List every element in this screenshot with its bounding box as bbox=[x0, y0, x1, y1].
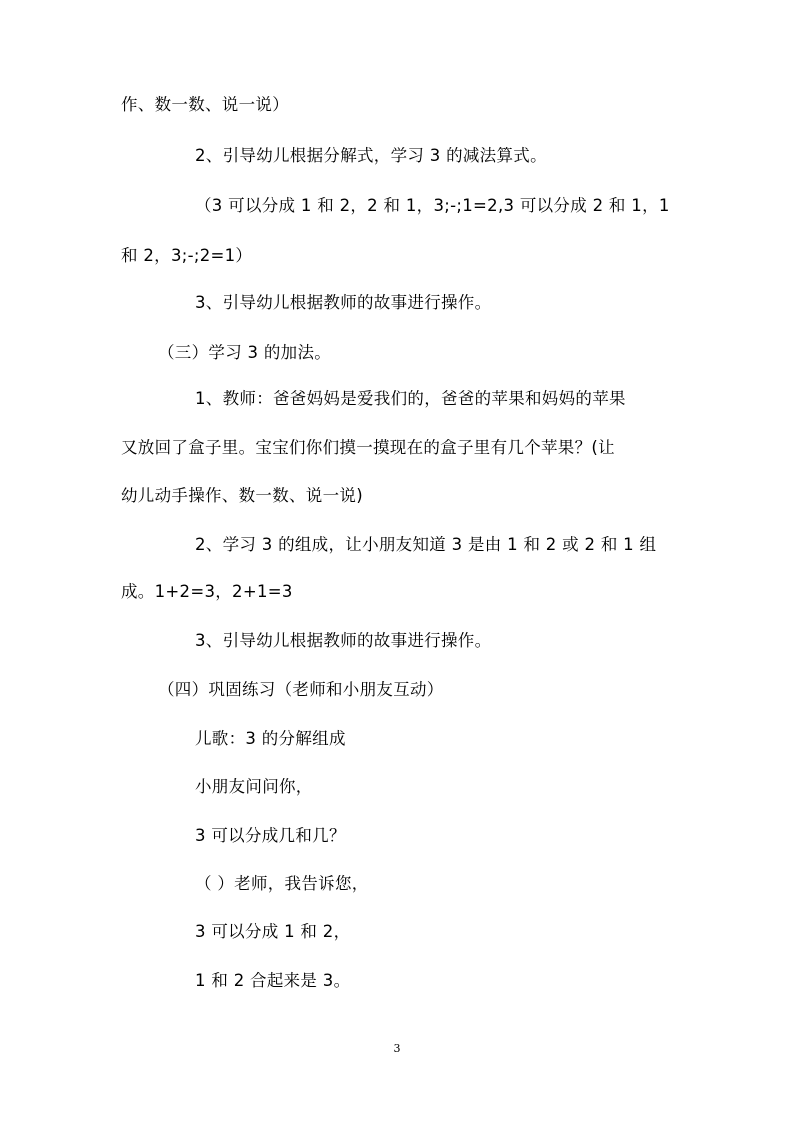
section-heading: （三）学习 3 的加法。 bbox=[158, 343, 332, 362]
page-number: 3 bbox=[393, 1042, 401, 1055]
poem-line: （ ）老师，我告诉您， bbox=[195, 874, 369, 893]
paragraph-line: 3、引导幼儿根据教师的故事进行操作。 bbox=[195, 293, 492, 312]
paragraph-line: 2、学习 3 的组成，让小朋友知道 3 是由 1 和 2 或 2 和 1 组 bbox=[195, 535, 657, 554]
poem-title: 儿歌：3 的分解组成 bbox=[195, 729, 346, 748]
paragraph-line: 3、引导幼儿根据教师的故事进行操作。 bbox=[195, 631, 492, 650]
paragraph-line: （3 可以分成 1 和 2，2 和 1，3;-;1=2,3 可以分成 2 和 1，1 bbox=[195, 196, 670, 215]
poem-line: 小朋友问问你， bbox=[195, 777, 313, 796]
section-heading: （四）巩固练习（老师和小朋友互动） bbox=[158, 680, 444, 699]
paragraph-line: 成。1+2=3，2+1=3 bbox=[121, 582, 293, 601]
paragraph-line: 和 2，3;-;2=1） bbox=[121, 246, 253, 265]
paragraph-line: 2、引导幼儿根据分解式，学习 3 的减法算式。 bbox=[195, 146, 547, 165]
paragraph-line: 作、数一数、说一说） bbox=[121, 95, 289, 114]
paragraph-line: 又放回了盒子里。宝宝们你们摸一摸现在的盒子里有几个苹果？(让 bbox=[121, 438, 615, 457]
poem-line: 3 可以分成几和几？ bbox=[195, 826, 346, 845]
paragraph-line: 幼儿动手操作、数一数、说一说) bbox=[121, 486, 363, 505]
paragraph-line: 1、教师：爸爸妈妈是爱我们的，爸爸的苹果和妈妈的苹果 bbox=[195, 389, 626, 408]
poem-line: 1 和 2 合起来是 3。 bbox=[195, 971, 351, 990]
poem-line: 3 可以分成 1 和 2， bbox=[195, 922, 351, 941]
